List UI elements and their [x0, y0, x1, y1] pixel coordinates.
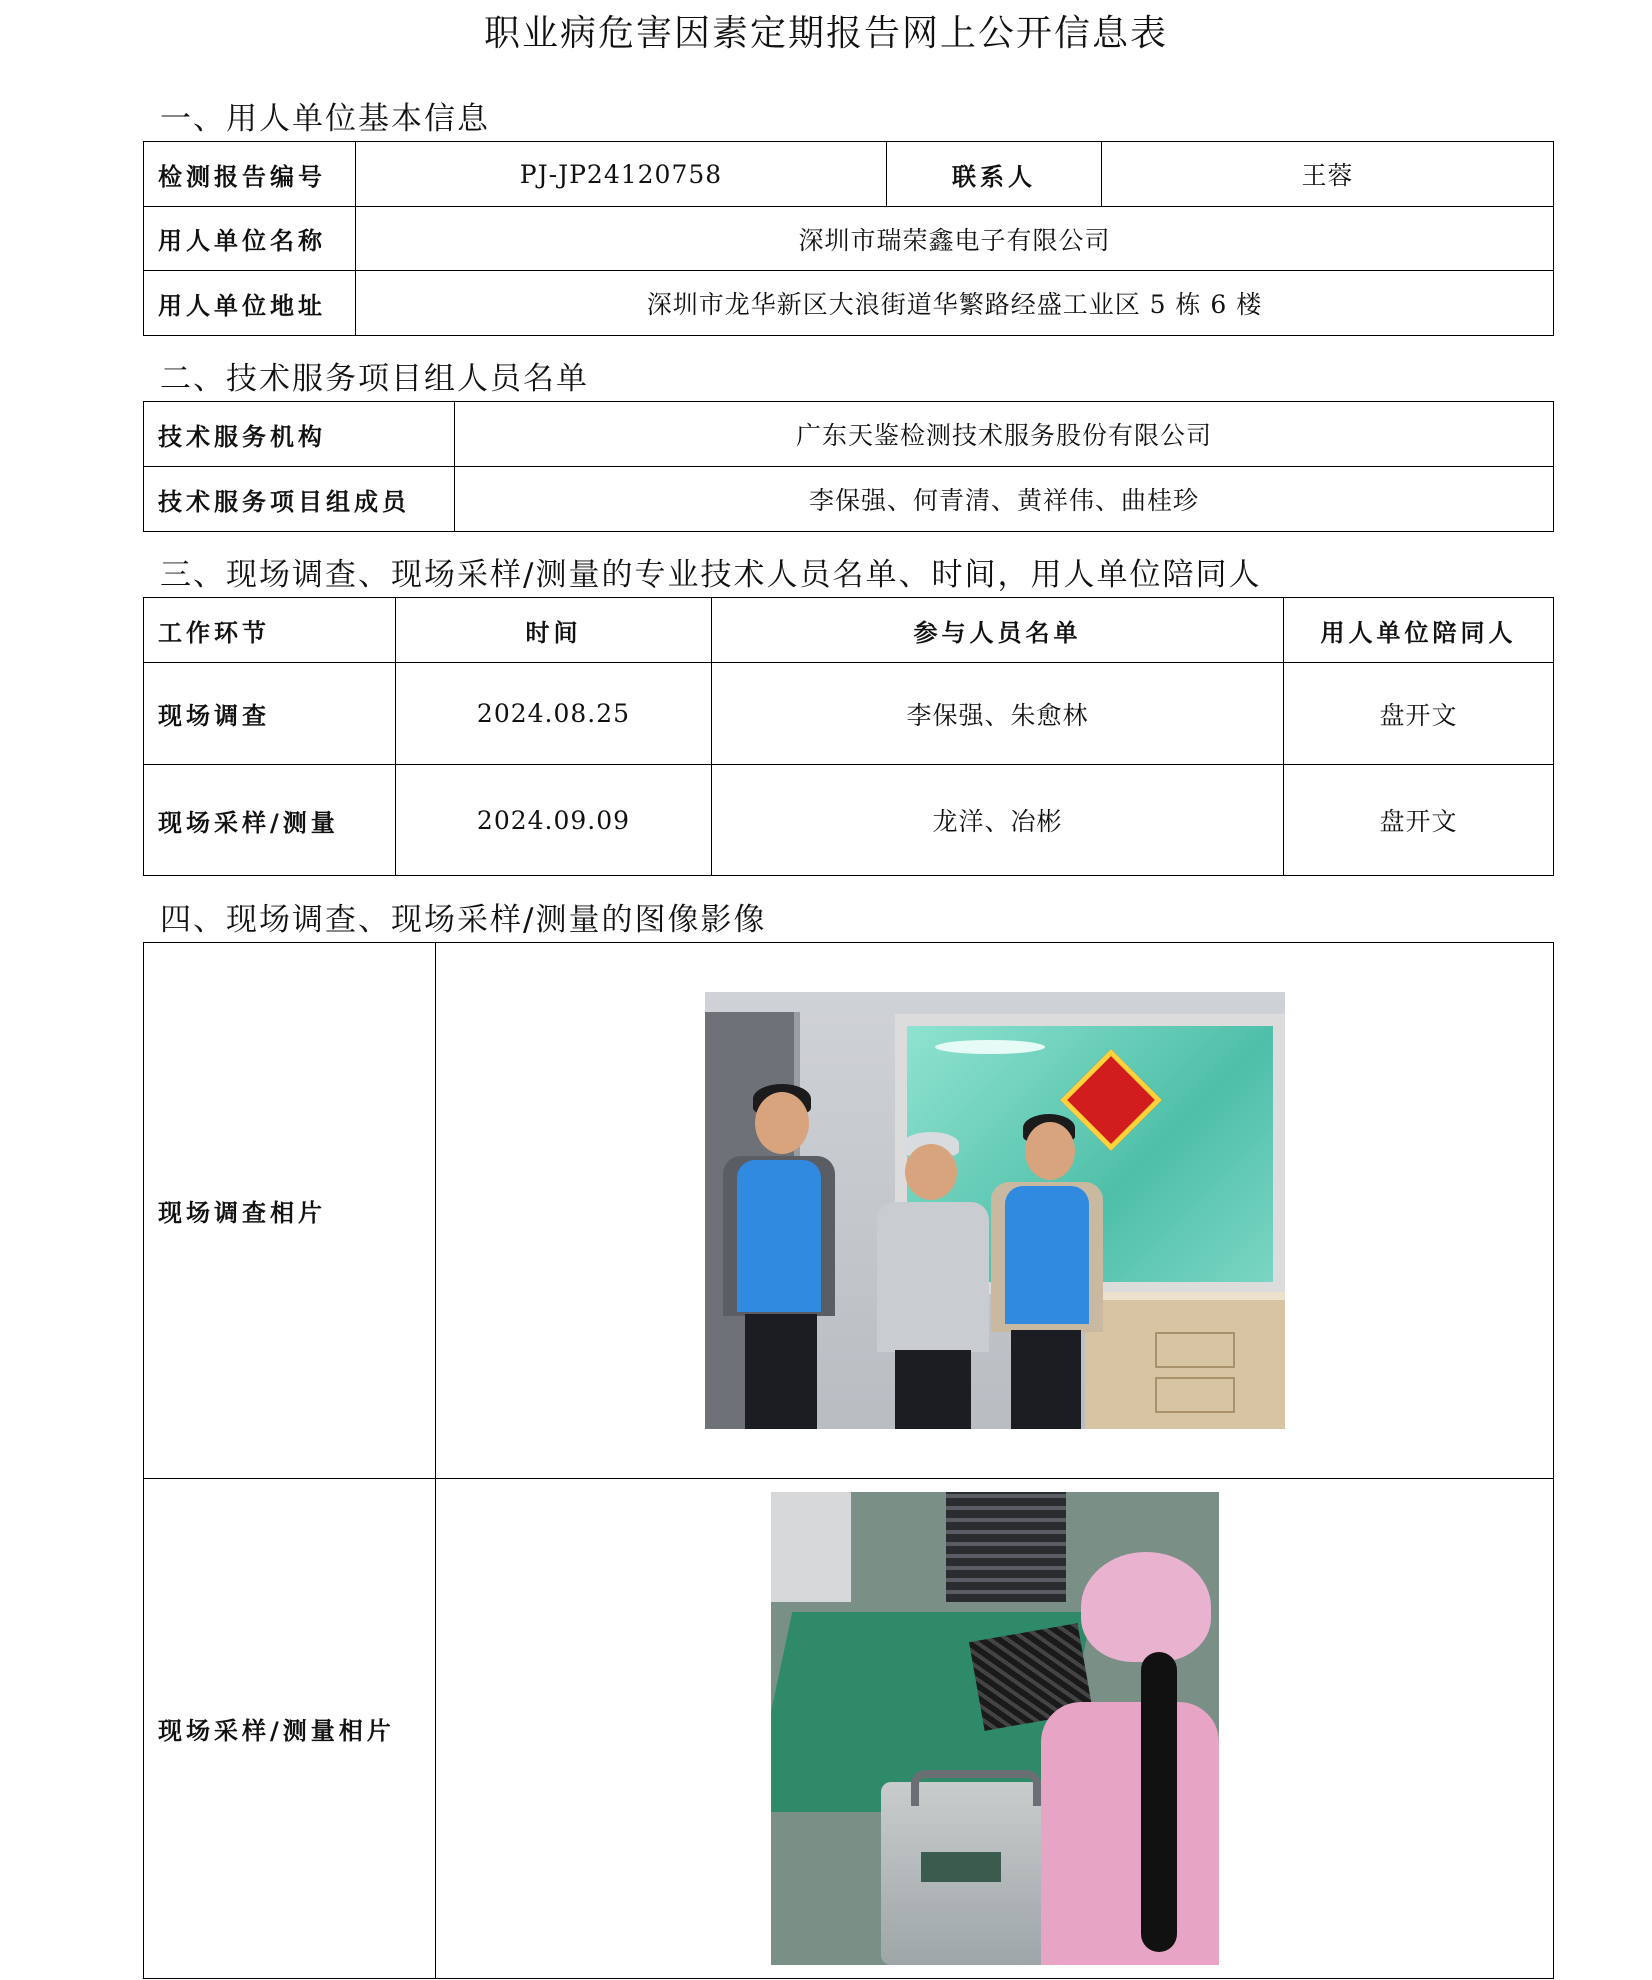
section-heading-photos: 四、现场调查、现场采样/测量的图像影像: [160, 902, 767, 938]
company-label: 用人单位名称: [144, 207, 356, 271]
report-no-value: PJ-JP24120758: [356, 142, 887, 207]
basic-info-table: [143, 141, 1554, 336]
staff-cell: 龙洋、冶彬: [712, 765, 1284, 876]
stage-cell: 现场调查: [144, 663, 396, 765]
contact-label: 联系人: [887, 142, 1102, 207]
survey-photo-cell: [436, 943, 1554, 1479]
fieldwork-table: [143, 597, 1554, 876]
page-title: 职业病危害因素定期报告网上公开信息表: [483, 13, 1168, 54]
col-header-escort: 用人单位陪同人: [1284, 598, 1554, 663]
survey-photo: [705, 992, 1285, 1429]
col-header-stage: 工作环节: [144, 598, 396, 663]
org-value: 广东天鉴检测技术服务股份有限公司: [455, 402, 1554, 467]
members-label: 技术服务项目组成员: [144, 467, 455, 532]
address-label: 用人单位地址: [144, 271, 356, 336]
members-value: 李保强、何青清、黄祥伟、曲桂珍: [455, 467, 1554, 532]
date-cell: 2024.08.25: [396, 663, 712, 765]
team-table: [143, 401, 1554, 532]
date-cell: 2024.09.09: [396, 765, 712, 876]
table-row: [144, 765, 1554, 876]
section-heading-team: 二、技术服务项目组人员名单: [160, 361, 589, 397]
sampling-photo-cell: [436, 1479, 1554, 1979]
table-row: [144, 663, 1554, 765]
sampling-photo-label: 现场采样/测量相片: [144, 1479, 436, 1979]
stage-cell: 现场采样/测量: [144, 765, 396, 876]
col-header-staff: 参与人员名单: [712, 598, 1284, 663]
org-label: 技术服务机构: [144, 402, 455, 467]
escort-cell: 盘开文: [1284, 663, 1554, 765]
photos-table: [143, 942, 1554, 1979]
col-header-date: 时间: [396, 598, 712, 663]
company-value: 深圳市瑞荣鑫电子有限公司: [356, 207, 1554, 271]
address-value: 深圳市龙华新区大浪街道华繁路经盛工业区 5 栋 6 楼: [356, 271, 1554, 336]
staff-cell: 李保强、朱愈林: [712, 663, 1284, 765]
escort-cell: 盘开文: [1284, 765, 1554, 876]
contact-value: 王蓉: [1102, 142, 1554, 207]
report-no-label: 检测报告编号: [144, 142, 356, 207]
section-heading-basic-info: 一、用人单位基本信息: [160, 101, 490, 137]
sampling-photo: [771, 1492, 1219, 1965]
section-heading-fieldwork: 三、现场调查、现场采样/测量的专业技术人员名单、时间，用人单位陪同人: [160, 557, 1262, 593]
survey-photo-label: 现场调查相片: [144, 943, 436, 1479]
